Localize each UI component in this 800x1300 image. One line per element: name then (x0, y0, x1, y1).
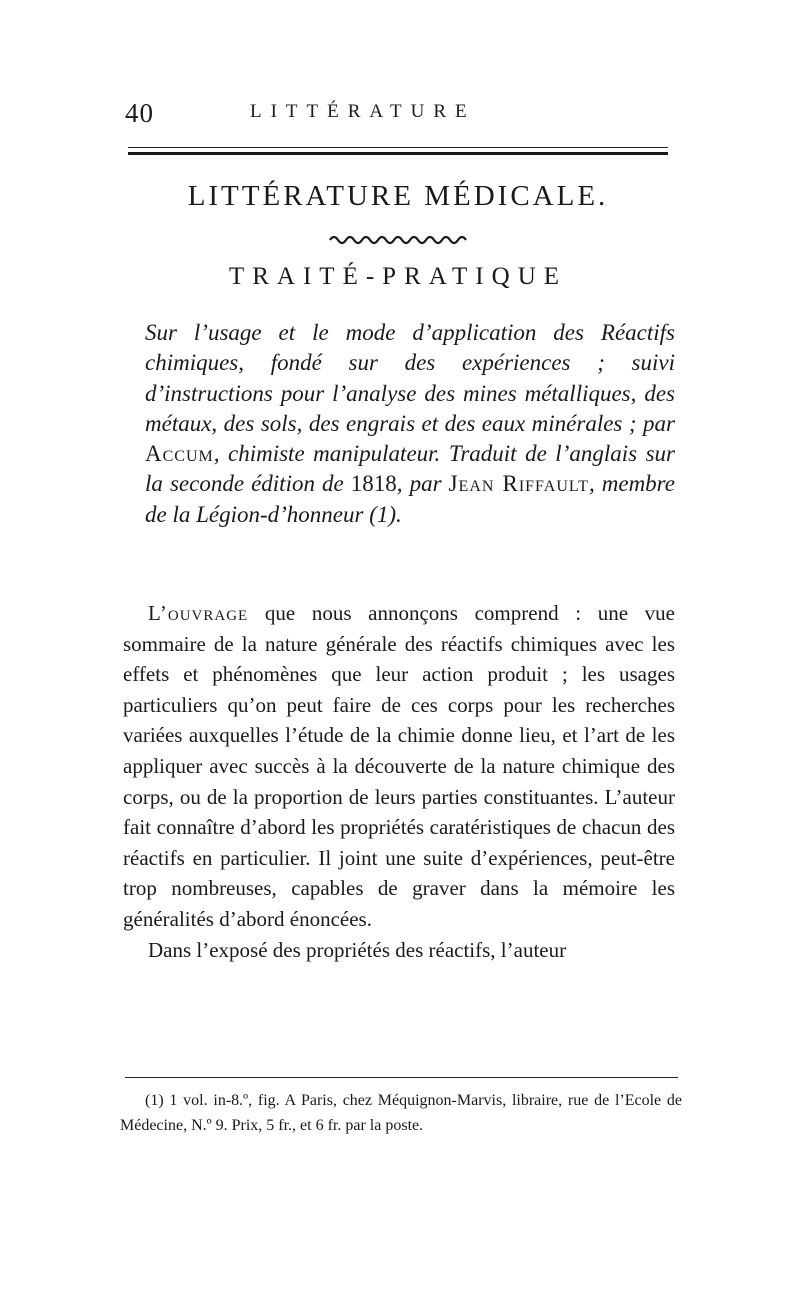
paragraph (123, 598, 675, 935)
ornament-divider-icon (328, 232, 468, 246)
subtitle-text: , par (396, 471, 449, 497)
footnote-rule (125, 1077, 678, 1078)
paragraph-lead: L’ouvrage (148, 601, 249, 625)
author-name: Accum (145, 441, 214, 467)
page-number: 40 (125, 98, 154, 128)
paragraph: Dans l’exposé des propriétés des réactifs, l’auteur (148, 937, 567, 962)
paragraph-text: que nous annonçons comprend : une vue sommaire de la nature générale des réactifs chimiques avec les effets et phénomènes que leur action produit ; les usages particuliers qu’on peut faire de ces corps pour les recherches variées auxquelles l’étude de la chimie donne lieu, et l’art de les appliquer avec succès à la découverte de la nature chimique des corps, ou de la proportion de leurs parties constituantes. L’auteur fait connaître d’abord les propriétés caratéristiques de chacun des réactifs en particulier. Il joint une suite d’expériences, peut-être trop nombreuses, capables de graver dans la mémoire les généralités d’abord énoncées. (123, 601, 675, 931)
work-subtitle (145, 318, 675, 530)
header-rule-thick (128, 152, 668, 155)
footnote: (1) 1 vol. in-8.º, fig. A Paris, chez Méquignon-Marvis, libraire, rue de l’Ecole de Médecine, N.º 9. Prix, 5 fr., et 6 fr. par la poste. (120, 1092, 682, 1134)
section-title: LITTÉRATURE MÉDICALE. (187, 180, 609, 212)
subtitle-text: Sur l’usage et le mode d’application des Réactifs chimiques, fondé sur des expériences ; suivi d’instructions pour l’analyse des mines métalliques, des métaux, des sols, des engrais et des eaux minérales ; par (145, 320, 675, 436)
edition-year: 1818 (350, 471, 397, 497)
subtitle-text: , chimiste manipulateur. Traduit de l’anglais sur la seconde édition de (145, 441, 675, 497)
translator-name: Jean Riffault (448, 471, 589, 497)
running-head (125, 98, 685, 132)
work-title: TRAITÉ-PRATIQUE (228, 263, 568, 290)
running-title: LITTÉRATURE (250, 101, 476, 122)
body-text (123, 598, 675, 965)
subtitle-text: , membre de la Légion-d’honneur (1). (145, 471, 675, 527)
header-rule-thin (128, 147, 668, 148)
